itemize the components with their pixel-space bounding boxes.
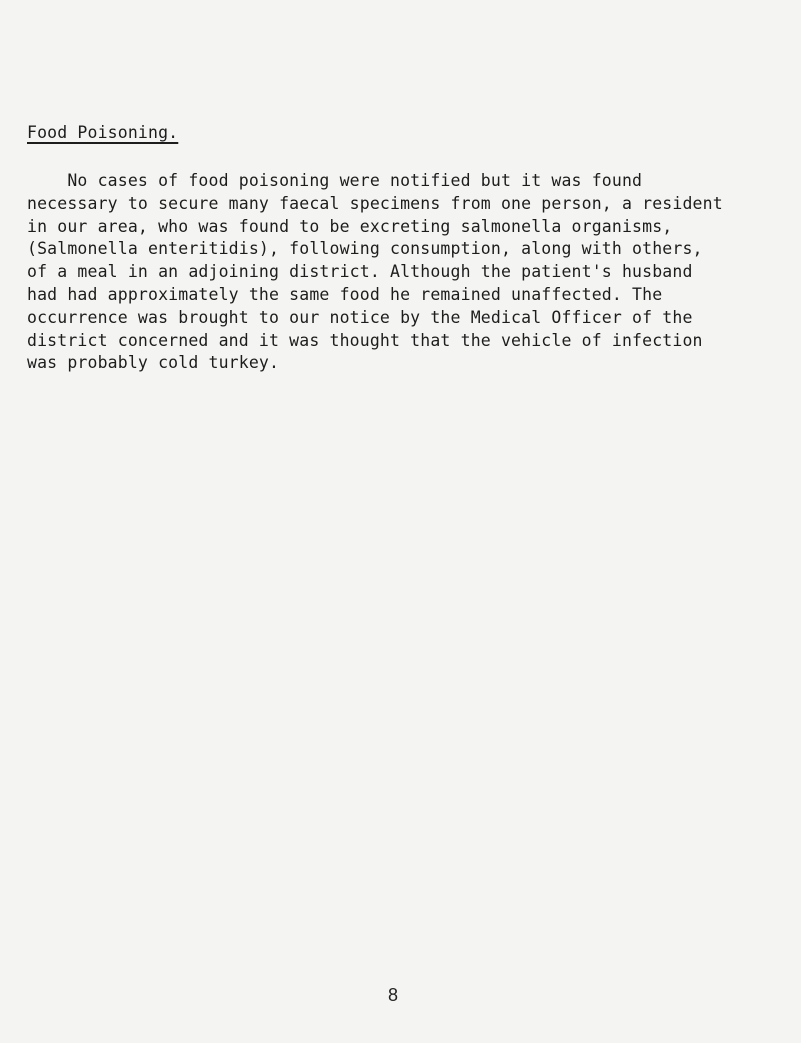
paragraph-line: in our area, who was found to be excreting salmonella organisms, bbox=[27, 216, 673, 236]
paragraph-line: No cases of food poisoning were notified but it was found bbox=[27, 171, 643, 190]
paragraph-line: had had approximately the same food he remained unaffected. The bbox=[27, 284, 663, 304]
paragraph-line: of a meal in an adjoining district. Although the patient's husband bbox=[27, 262, 693, 282]
paragraph-line: was probably cold turkey. bbox=[27, 353, 280, 373]
section-heading: Food Poisoning. bbox=[27, 123, 179, 142]
paragraph-line: district concerned and it was thought that the vehicle of infection bbox=[27, 330, 703, 350]
paragraph-line: (Salmonella enteritidis), following consumption, along with others, bbox=[27, 239, 703, 259]
body-paragraph bbox=[27, 170, 787, 375]
paragraph-line: necessary to secure many faecal specimens from one person, a resident bbox=[27, 193, 723, 213]
page-number: 8 bbox=[388, 985, 399, 1005]
paragraph-line: occurrence was brought to our notice by the Medical Officer of the bbox=[27, 307, 693, 327]
